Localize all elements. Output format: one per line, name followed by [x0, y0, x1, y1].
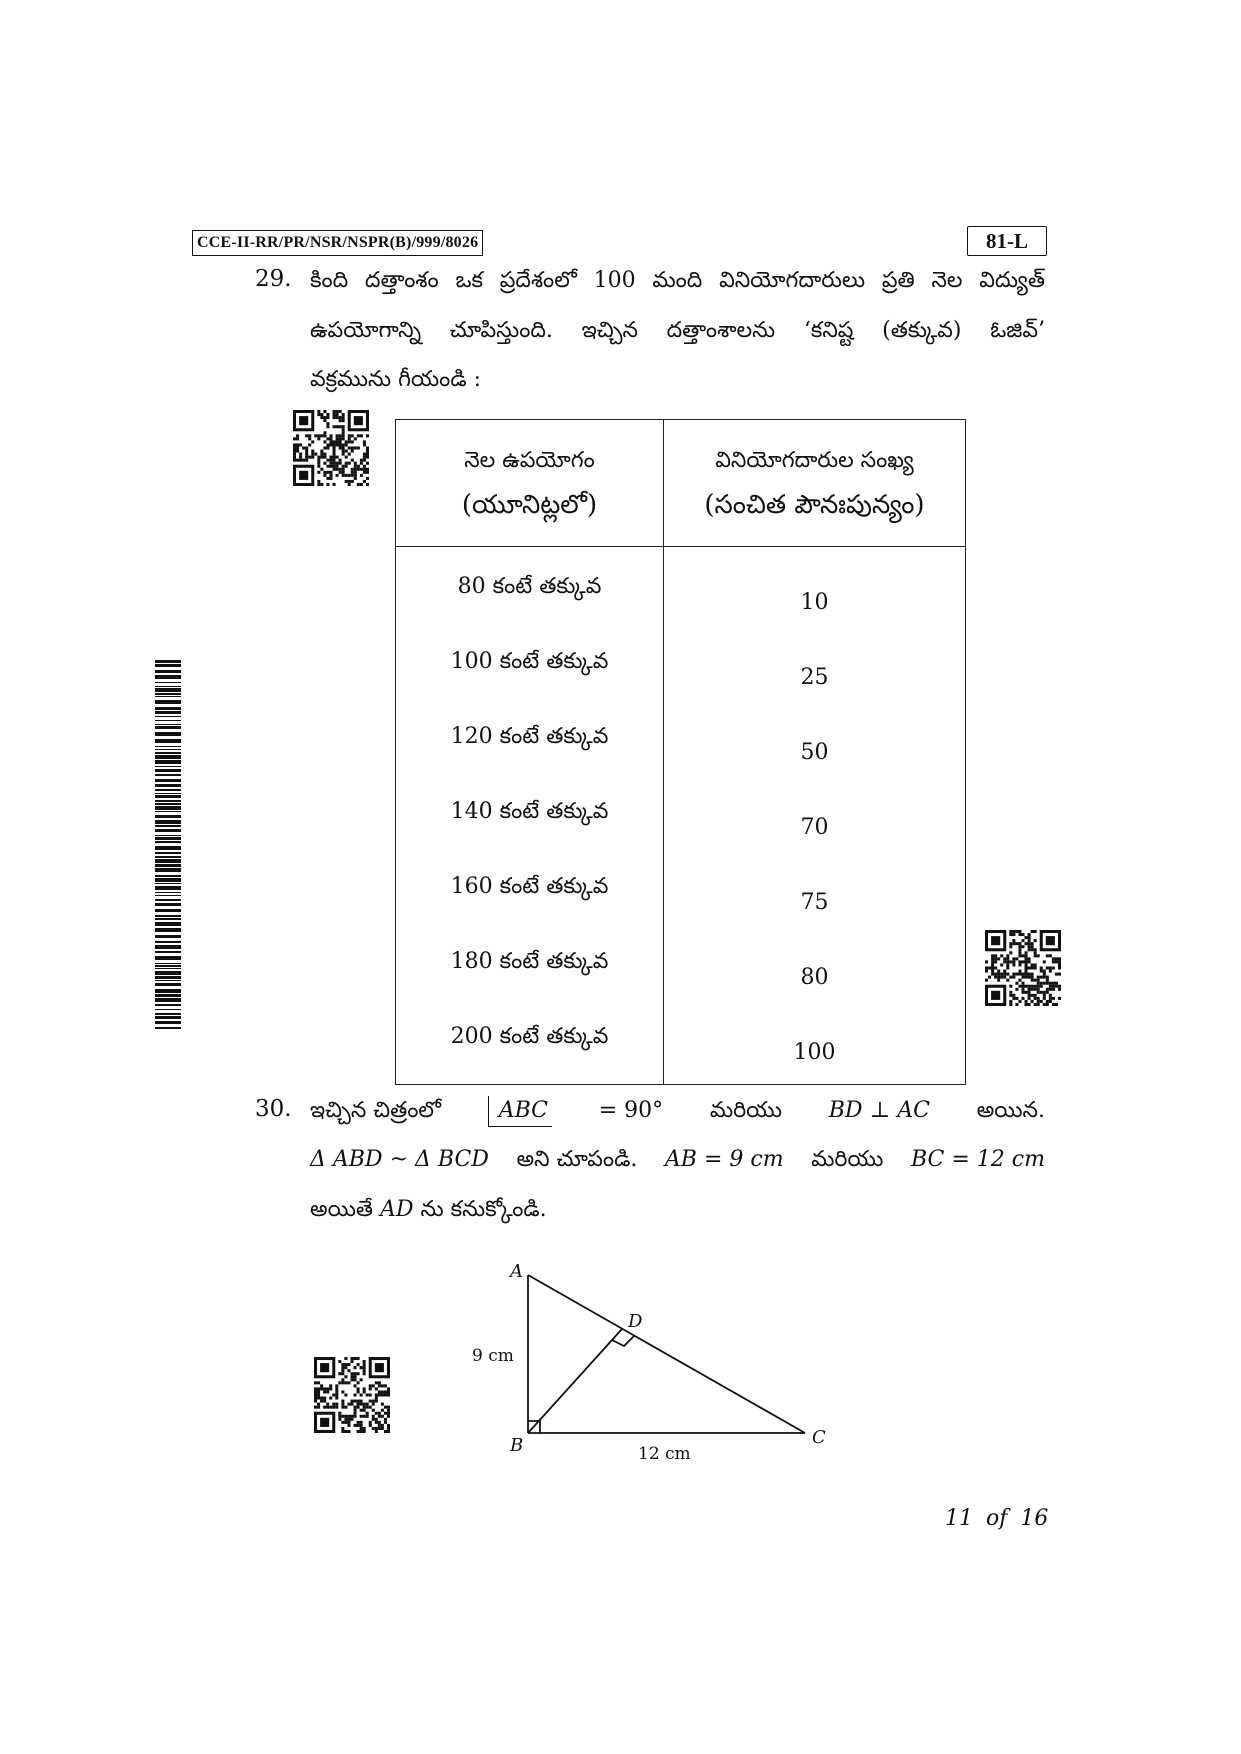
usage-cell: 140 కంటే తక్కువ [450, 799, 609, 824]
label-bc-length: 12 cm [638, 1444, 691, 1464]
question-30-line-1: ఇచ్చిన చిత్రంలో ABC = 90° మరియు BD ⊥ AC అయిన. [310, 1096, 1045, 1127]
qr-code-right [985, 930, 1061, 1006]
label-ab-length: 9 cm [472, 1346, 514, 1366]
triangle-figure [460, 1255, 850, 1470]
label-d: D [628, 1311, 643, 1332]
question-29-number: 29. [255, 266, 292, 292]
qr-code-top-left [293, 410, 369, 486]
angle-abc: ABC [488, 1096, 552, 1127]
paper-number: 81-L [967, 226, 1047, 256]
page-number: 11 of 16 [945, 1506, 1049, 1531]
question-paper-code: CCE-II-RR/PR/NSR/NSPR(B)/999/8026 [192, 230, 483, 256]
header-consumers-count: వినియోగదారుల సంఖ్య (సంచిత పౌనఃపున్యం) [664, 420, 966, 547]
label-b: B [510, 1435, 524, 1456]
question-29-line-3: వక్రమును గీయండి : [310, 367, 482, 392]
usage-cell: 200 కంటే తక్కువ [450, 1024, 609, 1049]
question-29-line-2: ఉపయోగాన్ని చూపిస్తుంది. ఇచ్చిన దత్తాంశాలను ‘కనిష్ట (తక్కువ) ఓజివ్’ [310, 318, 1045, 343]
count-cell: 10 [800, 590, 829, 615]
qr-code-bottom-left [314, 1357, 390, 1433]
consumption-table [395, 419, 966, 1085]
question-30-line-3: అయితే AD ను కనుక్కోండి. [310, 1197, 547, 1222]
barcode [155, 660, 181, 1030]
side-ac [528, 1275, 805, 1433]
usage-cell: 80 కంటే తక్కువ [457, 574, 602, 599]
count-cell: 50 [800, 740, 829, 765]
usage-cell: 120 కంటే తక్కువ [450, 724, 609, 749]
usage-cell: 180 కంటే తక్కువ [450, 949, 609, 974]
altitude-bd [528, 1329, 622, 1433]
count-cell: 75 [800, 890, 829, 915]
label-c: C [812, 1427, 826, 1448]
usage-cell: 160 కంటే తక్కువ [450, 874, 609, 899]
question-30-number: 30. [255, 1096, 292, 1122]
usage-cell: 100 కంటే తక్కువ [450, 649, 609, 674]
count-cell: 25 [800, 665, 829, 690]
count-cell: 70 [800, 815, 829, 840]
count-cell: 100 [793, 1040, 836, 1065]
count-cell: 80 [800, 965, 829, 990]
label-a: A [510, 1261, 523, 1282]
header-monthly-usage: నెల ఉపయోగం (యూనిట్లలో) [396, 420, 664, 547]
count-column [664, 547, 966, 1085]
question-29-line-1: కింది దత్తాంశం ఒక ప్రదేశంలో 100 మంది వినియోగదారులు ప్రతి నెల విద్యుత్ [310, 268, 1045, 293]
question-30-line-2: Δ ABD ~ Δ BCD అని చూపండి. AB = 9 cm మరియు BC = 12 cm [310, 1147, 1045, 1172]
usage-column [396, 547, 664, 1085]
